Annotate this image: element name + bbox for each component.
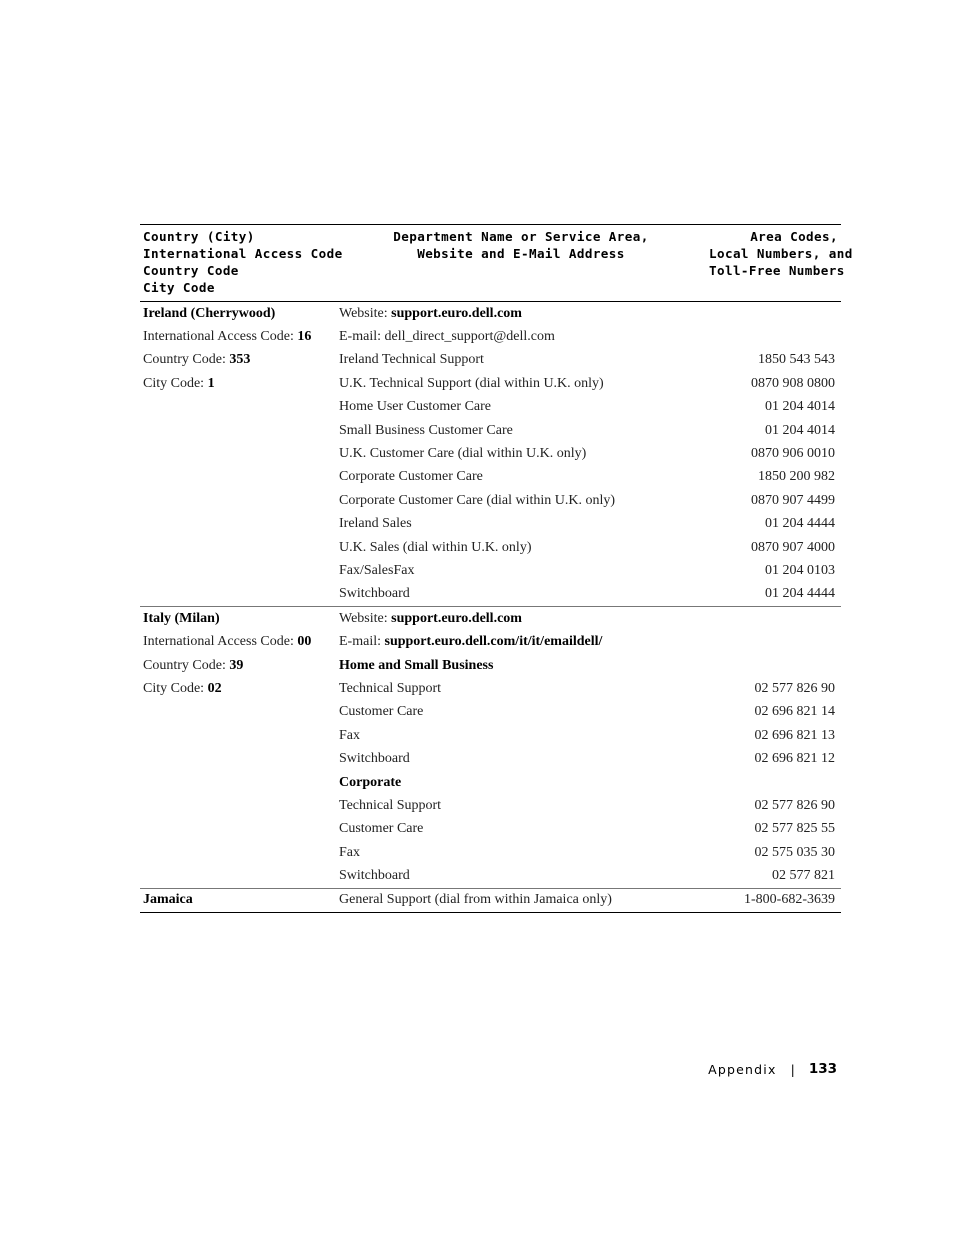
table-row: [140, 536, 841, 559]
website-cell: Website: support.euro.dell.com: [339, 305, 522, 321]
country-name: Ireland (Cherrywood): [143, 305, 276, 321]
country-code: Country Code: 353: [143, 352, 251, 368]
city-code: City Code: 02: [143, 680, 222, 696]
phone-number: 1850 543 543: [758, 352, 835, 368]
phone-number: 0870 908 0800: [751, 375, 835, 391]
table-row: [140, 583, 841, 607]
header-line: Country (City): [143, 229, 255, 244]
phone-number: 02 696 821 12: [754, 751, 835, 767]
country-code: Country Code: 39: [143, 657, 244, 673]
table-row: [140, 701, 841, 724]
phone-number: 0870 907 4499: [751, 492, 835, 508]
table-row: [140, 372, 841, 395]
phone-number: 1850 200 982: [758, 469, 835, 485]
header-line: City Code: [143, 280, 215, 295]
table-row: [140, 724, 841, 747]
table-row: [140, 841, 841, 864]
service-label: Small Business Customer Care: [339, 422, 513, 438]
table-row: [140, 489, 841, 512]
email-link[interactable]: support.euro.dell.com/it/it/emaildell/: [384, 634, 603, 650]
table-row: [140, 818, 841, 841]
table-row: [140, 396, 841, 419]
service-label: Customer Care: [339, 704, 424, 720]
table-row: [140, 677, 841, 700]
table-row: [140, 442, 841, 465]
table-header-row: [140, 225, 841, 302]
service-label: Home User Customer Care: [339, 399, 492, 415]
table-row: [140, 302, 841, 326]
service-label: General Support (dial from within Jamaica only): [336, 888, 706, 912]
country-name: Italy (Milan): [140, 607, 336, 631]
phone-number: 01 204 4014: [765, 422, 835, 438]
service-label: Switchboard: [339, 586, 410, 602]
phone-number: 01 204 4444: [765, 586, 835, 602]
service-label: Fax: [339, 844, 360, 860]
header-numbers: [706, 225, 853, 302]
service-label: Ireland Sales: [339, 516, 412, 532]
phone-number: 02 577 826 90: [754, 680, 835, 696]
phone-number: 02 577 821: [772, 868, 835, 884]
table-row: [140, 559, 841, 582]
website-cell: Website: support.euro.dell.com: [336, 607, 706, 631]
service-label: Ireland Technical Support: [339, 352, 484, 368]
header-line: International Access Code: [143, 246, 343, 261]
phone-number: 02 577 826 90: [754, 797, 835, 813]
access-code: International Access Code: 16: [143, 329, 312, 345]
phone-number: 02 696 821 14: [754, 704, 835, 720]
phone-number: 02 577 825 55: [754, 821, 835, 837]
table-row: [140, 794, 841, 817]
contact-table: [140, 224, 853, 913]
header-line: Country Code: [143, 263, 239, 278]
service-label: Corporate Customer Care (dial within U.K. only): [339, 492, 616, 508]
table-row: [140, 325, 841, 348]
service-label: Fax: [339, 727, 360, 743]
website-link[interactable]: support.euro.dell.com: [391, 610, 522, 626]
phone-number: 01 204 0103: [765, 562, 835, 578]
header-line: Local Numbers, and: [709, 246, 853, 261]
table-row: [140, 349, 841, 372]
table-row: [140, 864, 841, 888]
phone-number: 02 696 821 13: [754, 727, 835, 743]
section-heading: Corporate: [339, 774, 402, 790]
table-row: [140, 513, 841, 536]
header-line: Area Codes,: [750, 229, 838, 244]
section-heading: Home and Small Business: [339, 657, 494, 673]
service-label: Technical Support: [339, 680, 442, 696]
footer-section: Appendix: [708, 1061, 777, 1077]
email-cell: E-mail: dell_direct_support@dell.com: [339, 329, 555, 345]
service-label: Customer Care: [339, 821, 424, 837]
phone-number: 01 204 4444: [765, 516, 835, 532]
table-row: [140, 466, 841, 489]
service-label: Corporate Customer Care: [339, 469, 483, 485]
access-code: International Access Code: 00: [143, 634, 312, 650]
table-row: [140, 747, 841, 770]
page-number: 133: [808, 1061, 837, 1077]
service-label: U.K. Customer Care (dial within U.K. only): [339, 446, 587, 462]
table-row: [140, 888, 841, 912]
header-line: Department Name or Service Area,: [393, 229, 649, 244]
website-link[interactable]: support.euro.dell.com: [391, 305, 522, 321]
service-label: Fax/SalesFax: [339, 562, 415, 578]
table-row: [140, 771, 841, 794]
service-label: Switchboard: [339, 751, 410, 767]
table-row: [140, 654, 841, 677]
service-label: Technical Support: [339, 797, 442, 813]
service-label: U.K. Sales (dial within U.K. only): [339, 539, 532, 555]
header-department: [336, 225, 706, 302]
email-cell: E-mail: support.euro.dell.com/it/it/emaildell/: [339, 634, 603, 650]
header-line: Toll-Free Numbers: [709, 263, 845, 278]
phone-number: 0870 907 4000: [751, 539, 835, 555]
city-code: City Code: 1: [143, 375, 215, 391]
service-label: U.K. Technical Support (dial within U.K. only): [339, 375, 604, 391]
header-line: Website and E-Mail Address: [417, 246, 625, 261]
table-row: [140, 419, 841, 442]
footer-separator: |: [790, 1061, 795, 1077]
phone-number: 0870 906 0010: [751, 446, 835, 462]
page-footer: [708, 1061, 837, 1077]
table-row: [140, 630, 841, 653]
phone-number: 02 575 035 30: [754, 844, 835, 860]
country-name: Jamaica: [140, 888, 336, 912]
phone-number: 1-800-682-3639: [706, 888, 841, 912]
table-row: [140, 607, 841, 631]
header-country: [140, 225, 343, 302]
service-label: Switchboard: [339, 868, 410, 884]
phone-number: 01 204 4014: [765, 399, 835, 415]
